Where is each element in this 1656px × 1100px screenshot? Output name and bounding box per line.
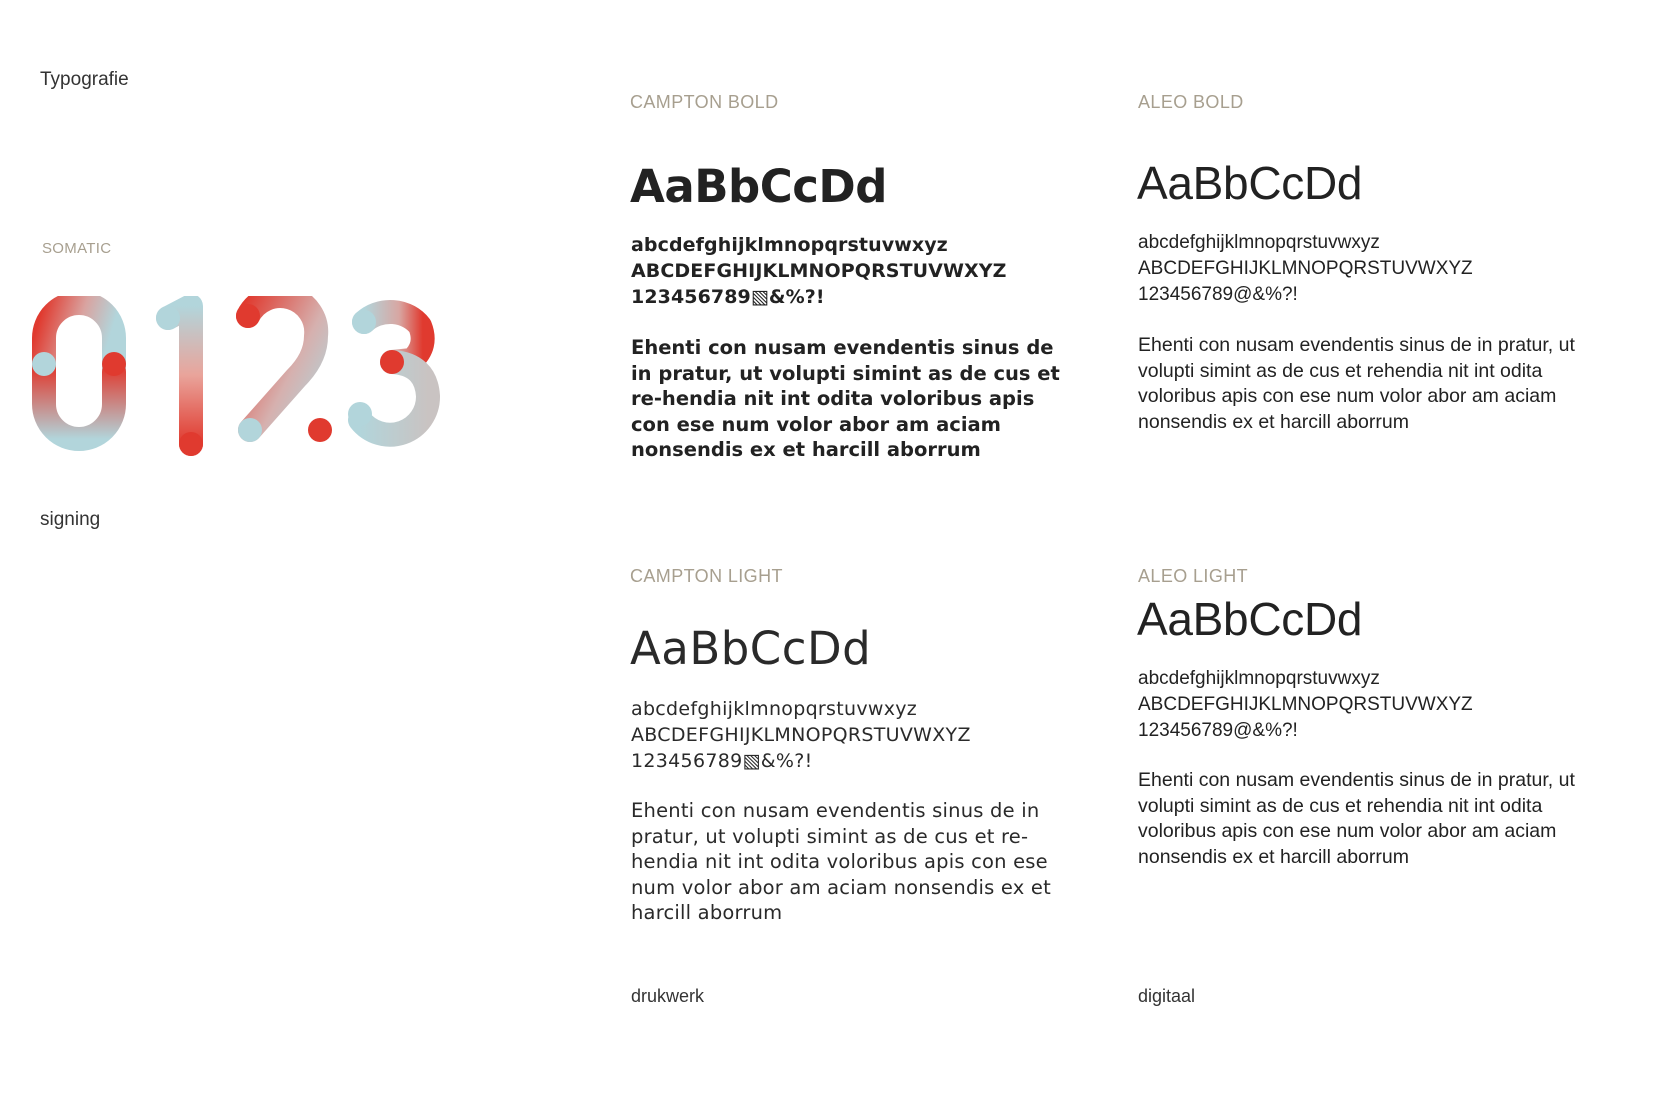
sample-numbers-aleo-light: 123456789@&%?! [1138, 720, 1298, 741]
sample-uppercase-aleo-bold: ABCDEFGHIJKLMNOPQRSTUVWXYZ [1138, 258, 1473, 279]
sample-paragraph-aleo-bold: Ehenti con nusam evendentis sinus de in pratur, ut volupti simint as de cus et rehendia nit int odita voloribus apis con ese num volor abor am aciam nonsendis ex et harcill aborrum [1138, 334, 1575, 433]
somatic-digits-illustration [28, 296, 468, 468]
signing-label: signing [40, 509, 101, 530]
font-name-campton-bold: CAMPTON BOLD [630, 92, 779, 112]
sample-lowercase-campton-bold: abcdefghijklmnopqrstuvwxyz [631, 234, 948, 256]
sample-numbers-campton-light: 123456789▧&%?! [631, 750, 813, 772]
sample-big-aleo-bold: AaBbCcDd [1137, 157, 1363, 209]
digit-two [236, 296, 332, 442]
digit-three [348, 310, 428, 435]
page-title: Typografie [40, 69, 129, 90]
somatic-font-label: SOMATIC [42, 240, 112, 257]
digit-zero [32, 303, 126, 439]
font-name-aleo-light: ALEO LIGHT [1138, 566, 1249, 586]
sample-big-campton-light: AaBbCcDd [630, 622, 872, 675]
font-name-aleo-bold: ALEO BOLD [1138, 92, 1244, 112]
sample-numbers-aleo-bold: 123456789@&%?! [1138, 284, 1298, 305]
digit-one [156, 306, 203, 456]
sample-uppercase-aleo-light: ABCDEFGHIJKLMNOPQRSTUVWXYZ [1138, 694, 1473, 715]
sample-big-aleo-light: AaBbCcDd [1137, 593, 1363, 645]
font-name-campton-light: CAMPTON LIGHT [630, 566, 783, 586]
sample-paragraph-campton-light: Ehenti con nusam evendentis sinus de in pratur, ut volupti simint as de cus et re-hendia nit int odita voloribus apis con ese num volor abor am aciam nonsendis ex et harcill aborrum [631, 799, 1051, 924]
sample-lowercase-aleo-bold: abcdefghijklmnopqrstuvwxyz [1138, 232, 1380, 253]
sample-numbers-campton-bold: 123456789▧&%?! [631, 286, 825, 308]
sample-big-campton-bold: AaBbCcDd [630, 160, 887, 213]
sample-lowercase-aleo-light: abcdefghijklmnopqrstuvwxyz [1138, 668, 1380, 689]
print-usage-label: drukwerk [631, 986, 705, 1006]
sample-paragraph-campton-bold: Ehenti con nusam evendentis sinus de in pratur, ut volupti simint as de cus et re-hendia nit int odita voloribus apis con ese num volor abor am aciam nonsendis ex et harcill aborrum [631, 336, 1060, 461]
sample-paragraph-aleo-light: Ehenti con nusam evendentis sinus de in pratur, ut volupti simint as de cus et rehendia nit int odita voloribus apis con ese num volor abor am aciam nonsendis ex et harcill aborrum [1138, 769, 1575, 868]
sample-lowercase-campton-light: abcdefghijklmnopqrstuvwxyz [631, 698, 918, 720]
digital-usage-label: digitaal [1138, 986, 1196, 1006]
sample-uppercase-campton-bold: ABCDEFGHIJKLMNOPQRSTUVWXYZ [631, 260, 1007, 282]
sample-uppercase-campton-light: ABCDEFGHIJKLMNOPQRSTUVWXYZ [631, 724, 971, 746]
